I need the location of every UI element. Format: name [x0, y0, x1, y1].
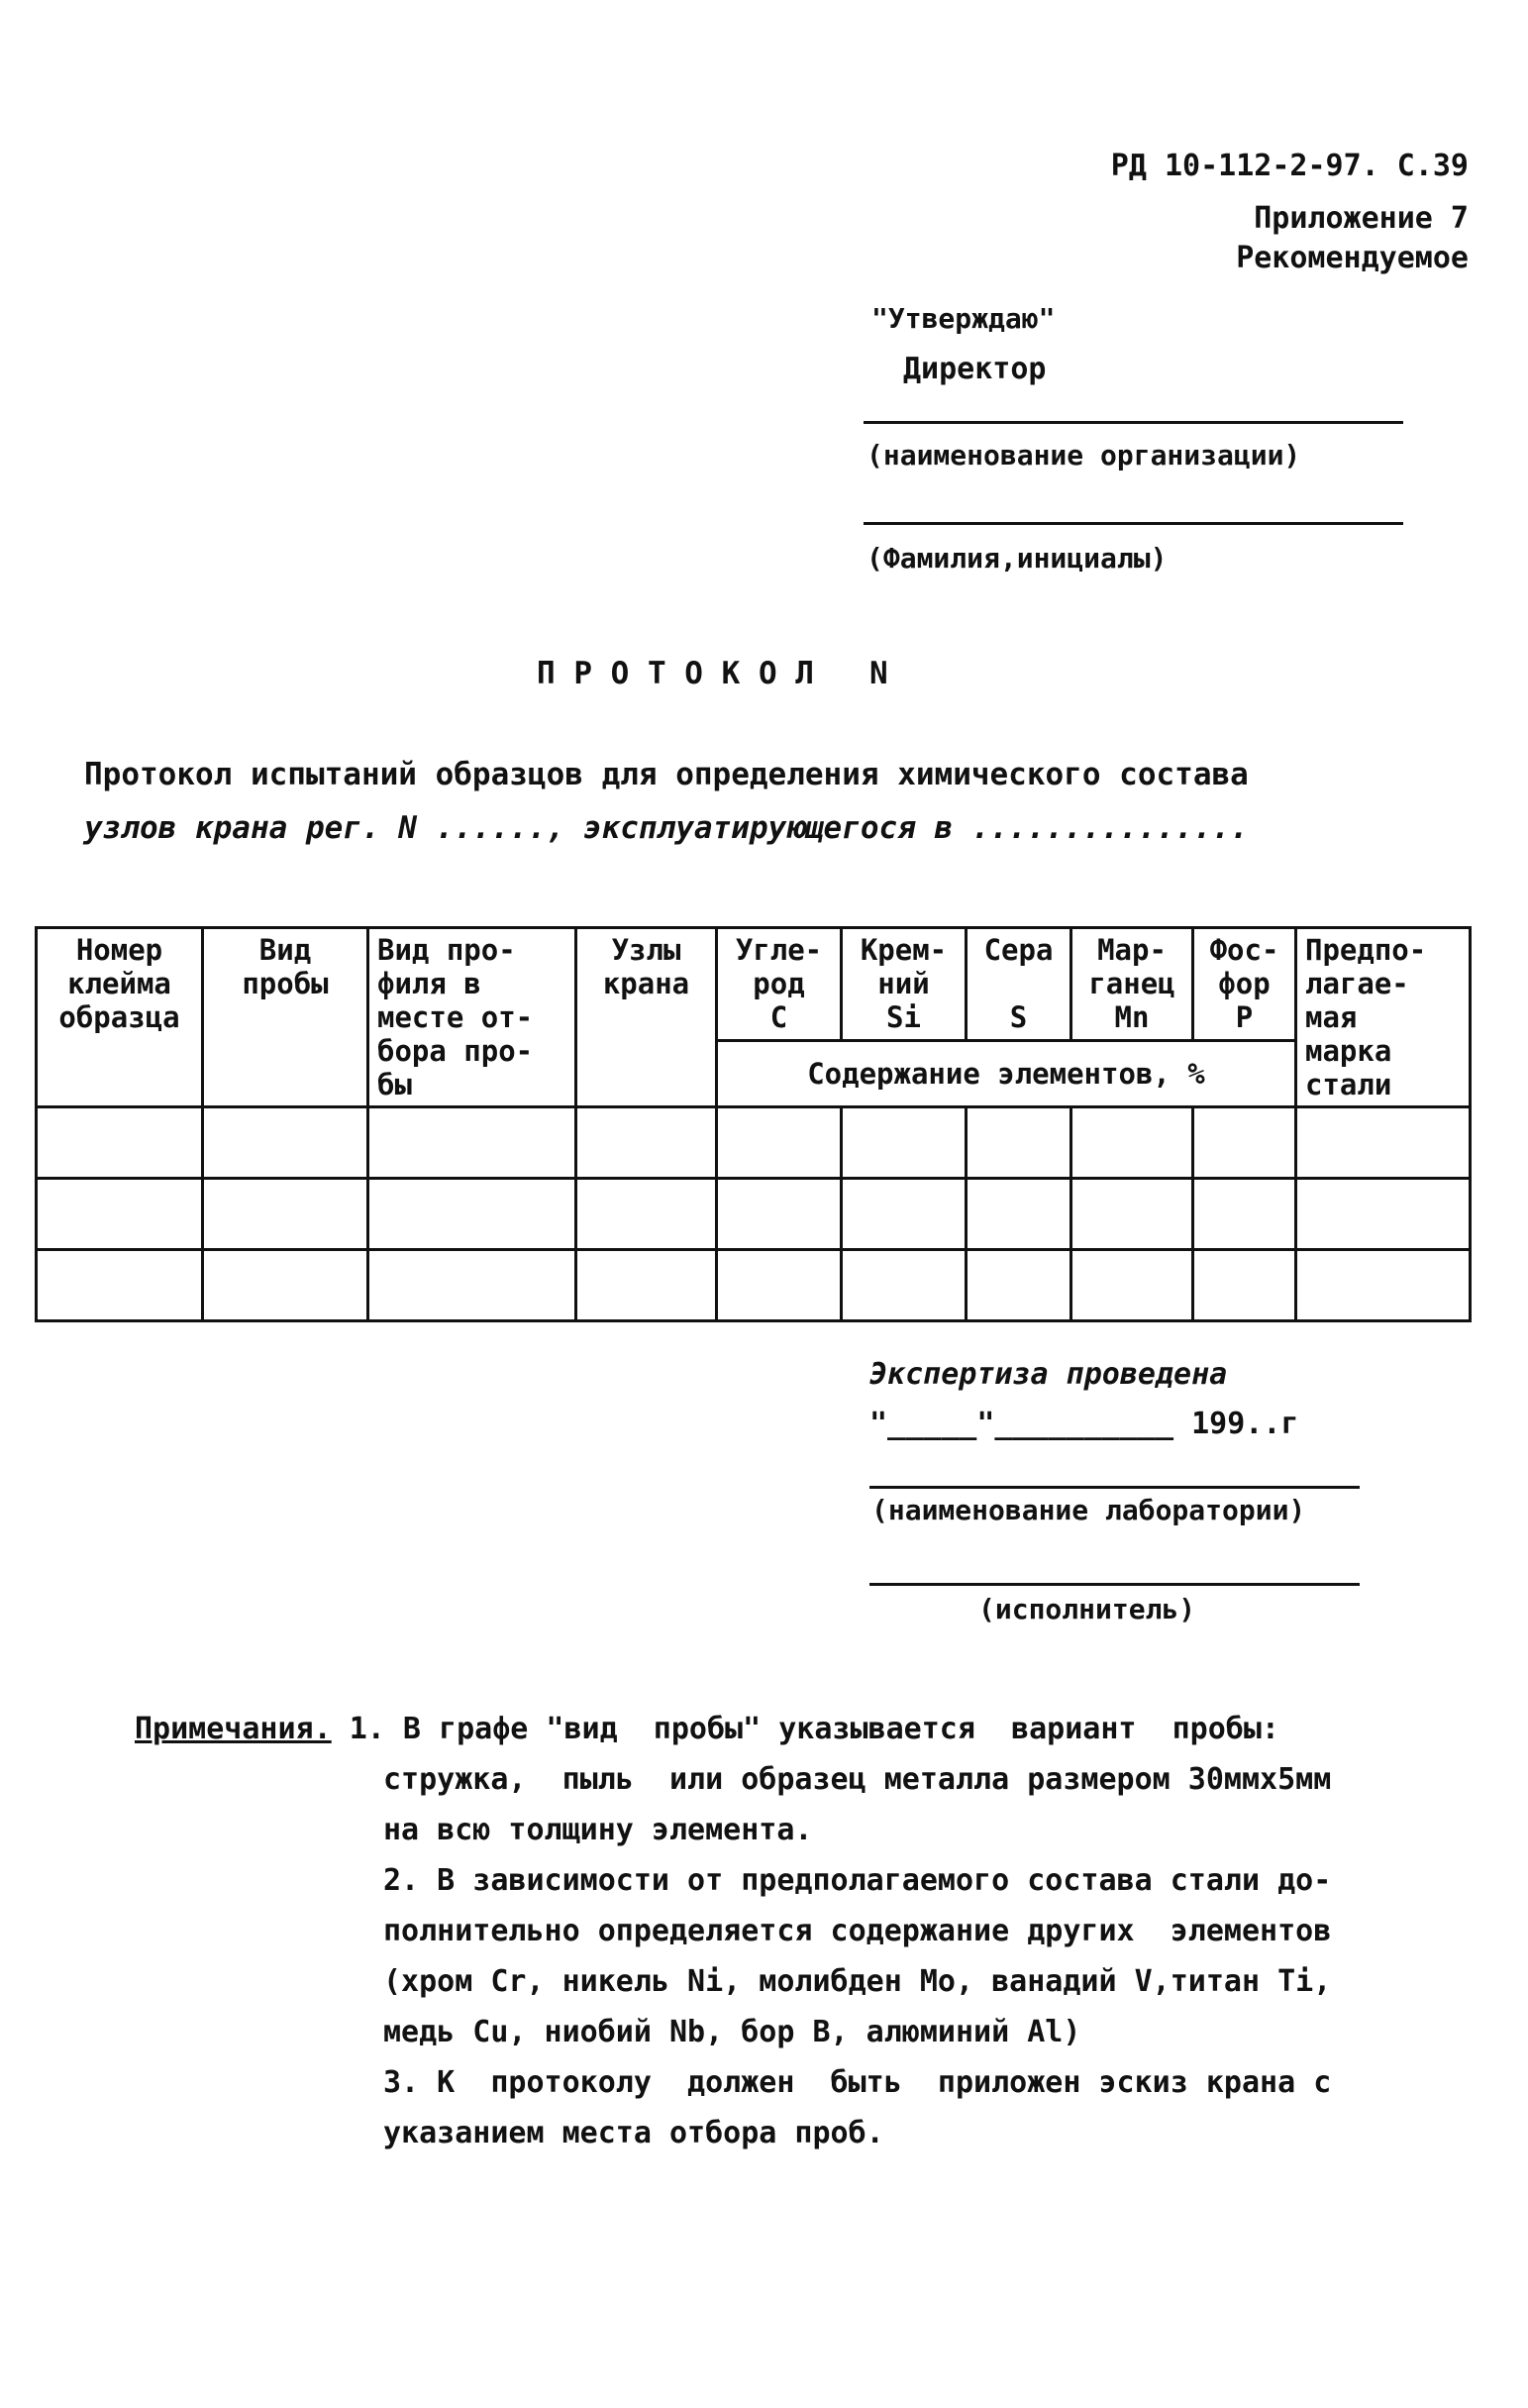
table-cell[interactable]	[1296, 1179, 1471, 1250]
appendix-number: Приложение 7	[1254, 201, 1469, 236]
note-1-line-2: стружка, пыль или образец металла размером 30ммх5мм	[383, 1762, 1332, 1797]
header-steel-grade: Предпо- лагае- мая марка стали	[1296, 928, 1471, 1107]
table-cell[interactable]	[203, 1107, 368, 1179]
approval-position: Директор	[903, 352, 1047, 386]
table-cell[interactable]	[1071, 1107, 1193, 1179]
notes-label: Примечания.	[135, 1712, 332, 1746]
note-1-line-3: на всю толщину элемента.	[383, 1813, 813, 1847]
name-caption: (Фамилия,инициалы)	[866, 542, 1168, 575]
table-cell[interactable]	[842, 1107, 967, 1179]
protocol-intro-line-1: Протокол испытаний образцов для определения химического состава	[84, 757, 1249, 792]
table-cell[interactable]	[1071, 1250, 1193, 1321]
laboratory-caption: (наименование лаборатории)	[871, 1494, 1306, 1526]
table-cell[interactable]	[368, 1107, 576, 1179]
header-silicon: Крем- ний Si	[842, 928, 967, 1041]
note-2-line-3: (хром Cr, никель Ni, молибден Mo, ванадий V,титан Ti,	[383, 1964, 1332, 1999]
table-cell[interactable]	[717, 1179, 842, 1250]
table-cell[interactable]	[1071, 1179, 1193, 1250]
header-sample-number: Номер клейма образца	[37, 928, 203, 1107]
note-3-line-2: указанием места отбора проб.	[383, 2116, 884, 2150]
table-cell[interactable]	[1193, 1179, 1296, 1250]
protocol-intro-line-2: узлов крана рег. N ......, эксплуатирующегося в ...............	[84, 810, 1249, 846]
table-cell[interactable]	[203, 1179, 368, 1250]
appendix-status: Рекомендуемое	[1236, 241, 1469, 275]
approval-heading: "Утверждаю"	[871, 302, 1056, 335]
laboratory-line	[869, 1486, 1360, 1489]
table-cell[interactable]	[717, 1250, 842, 1321]
table-cell[interactable]	[1193, 1250, 1296, 1321]
header-probe-type: Вид пробы	[203, 928, 368, 1107]
table-cell[interactable]	[717, 1107, 842, 1179]
note-3-line-1: 3. К протоколу должен быть приложен эскиз крана с	[383, 2065, 1332, 2100]
table-cell[interactable]	[842, 1250, 967, 1321]
header-sulfur: Сера S	[967, 928, 1071, 1041]
organization-line	[864, 421, 1403, 424]
table-cell[interactable]	[37, 1250, 203, 1321]
executor-line	[869, 1583, 1360, 1586]
table-cell[interactable]	[967, 1107, 1071, 1179]
signature-line	[864, 522, 1403, 525]
table-cell[interactable]	[37, 1179, 203, 1250]
header-element-content: Содержание элементов, %	[717, 1040, 1296, 1106]
note-2-line-4: медь Cu, ниобий Nb, бор B, алюминий Al)	[383, 2015, 1081, 2049]
table-cell[interactable]	[842, 1179, 967, 1250]
note-1-line-1: Примечания. 1. В графе "вид пробы" указывается вариант пробы:	[135, 1712, 1279, 1746]
note-2-line-1: 2. В зависимости от предполагаемого состава стали до-	[383, 1863, 1332, 1898]
table-cell[interactable]	[1296, 1107, 1471, 1179]
table-cell[interactable]	[368, 1179, 576, 1250]
table-cell[interactable]	[967, 1250, 1071, 1321]
organization-caption: (наименование организации)	[866, 439, 1301, 471]
table-row	[37, 1179, 1471, 1250]
table-cell[interactable]	[576, 1179, 717, 1250]
header-crane-nodes: Узлы крана	[576, 928, 717, 1107]
table-header-row	[37, 928, 1471, 1041]
notes-section	[135, 1704, 1331, 2158]
header-carbon: Угле- род C	[717, 928, 842, 1041]
table-cell[interactable]	[576, 1107, 717, 1179]
table-cell[interactable]	[368, 1250, 576, 1321]
executor-caption: (исполнитель)	[978, 1593, 1196, 1625]
document-reference: РД 10-112-2-97. С.39	[1110, 149, 1469, 183]
header-manganese: Мар- ганец Mn	[1071, 928, 1193, 1041]
protocol-title: П Р О Т О К О Л N	[537, 656, 888, 691]
table-cell[interactable]	[576, 1250, 717, 1321]
header-phosphorus: Фос- фор P	[1193, 928, 1296, 1041]
table-cell[interactable]	[1193, 1107, 1296, 1179]
composition-table	[35, 926, 1472, 1322]
expertise-date: "_____"__________ 199..г	[869, 1407, 1299, 1441]
expertise-label: Экспертиза проведена	[869, 1357, 1228, 1392]
table-cell[interactable]	[967, 1179, 1071, 1250]
table-row	[37, 1107, 1471, 1179]
table-cell[interactable]	[37, 1107, 203, 1179]
table-cell[interactable]	[1296, 1250, 1471, 1321]
table-cell[interactable]	[203, 1250, 368, 1321]
note-2-line-2: полнительно определяется содержание других элементов	[383, 1914, 1332, 1948]
header-profile-type: Вид про- филя в месте от- бора про- бы	[368, 928, 576, 1107]
table-row	[37, 1250, 1471, 1321]
